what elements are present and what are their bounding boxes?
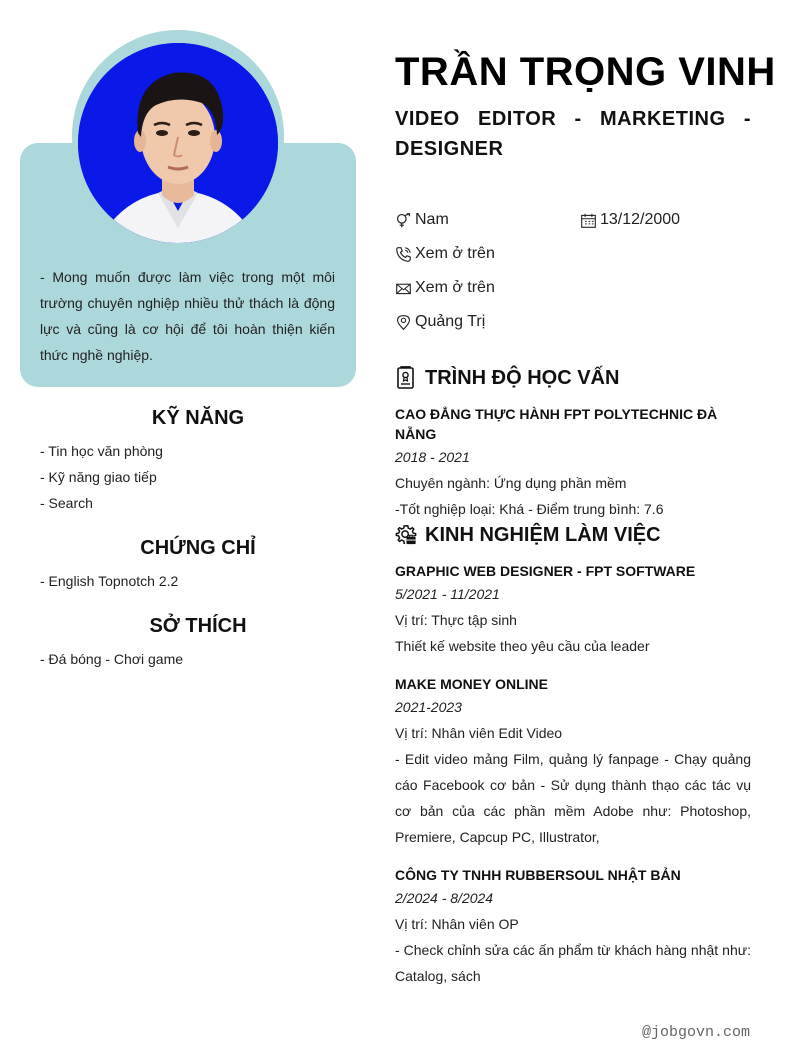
address-row <box>395 311 485 333</box>
mail-icon <box>395 280 412 297</box>
hobby-item: - Đá bóng - Chơi game <box>40 651 184 667</box>
job-position: Vị trí: Nhân viên Edit Video <box>395 725 563 741</box>
skill-item: - Tin học văn phòng <box>40 443 163 459</box>
dob-value: 13/12/2000 <box>600 211 681 228</box>
job-org: GRAPHIC WEB DESIGNER - FPT SOFTWARE <box>395 563 696 579</box>
job-period: 2021-2023 <box>395 699 462 715</box>
watermark: @jobgovn.com <box>641 1024 750 1041</box>
job-entry <box>395 561 751 659</box>
education-period: 2018 - 2021 <box>395 449 470 465</box>
email-value[interactable]: Xem ở trên <box>415 279 495 296</box>
job-description: Thiết kế website theo yêu cầu của leader <box>395 638 650 654</box>
experience-title-row <box>395 523 661 547</box>
job-description: - Edit video mảng Film, quảng lý fanpage - Chạy quảng cáo Facebook cơ bản - Sử dụng thành thạo các tác vụ cơ bản của các phần mềm Adobe như: Photoshop, Premiere, Capcup PC, Illustrator, <box>395 751 751 845</box>
education-grade: -Tốt nghiệp loại: Khá - Điểm trung bình: 7.6 <box>395 501 664 517</box>
certificates-section <box>40 537 356 594</box>
job-position: Vị trí: Nhân viên OP <box>395 916 519 932</box>
education-title-row <box>395 366 619 390</box>
portrait-photo <box>78 43 278 243</box>
phone-icon <box>395 246 412 263</box>
experience-title: KINH NGHIỆM LÀM VIỆC <box>425 523 661 546</box>
career-objective: - Mong muốn được làm việc trong một môi trường chuyên nghiệp nhiều thử thách là động lực và cũng là cơ hội để tôi hoàn thiện kiến thức nghề nghiệp. <box>40 269 335 363</box>
gear-briefcase-icon <box>395 523 417 547</box>
certificates-title: CHỨNG CHỈ <box>140 537 256 559</box>
job-entry <box>395 865 751 989</box>
job-org: CÔNG TY TNHH RUBBERSOUL NHẬT BẢN <box>395 867 681 883</box>
diploma-icon <box>395 366 417 390</box>
skill-item: - Search <box>40 495 93 511</box>
address-value: Quảng Trị <box>415 313 486 330</box>
skills-section <box>40 407 356 516</box>
hobbies-section <box>40 615 356 672</box>
gender-icon <box>395 212 412 229</box>
calendar-icon <box>580 212 597 229</box>
skills-title: KỸ NĂNG <box>151 407 245 429</box>
skill-item: - Kỹ năng giao tiếp <box>40 469 157 485</box>
certificate-item: - English Topnotch 2.2 <box>40 573 179 589</box>
phone-row <box>395 243 495 265</box>
school-name: CAO ĐẲNG THỰC HÀNH FPT POLYTECHNIC ĐÀ NẴNG <box>395 406 718 442</box>
job-description: - Check chỉnh sửa các ấn phẩm từ khách hàng nhật như: Catalog, sách <box>395 942 751 984</box>
education-entry <box>395 404 751 522</box>
hobbies-title: SỞ THÍCH <box>149 615 247 637</box>
candidate-name: TRẦN TRỌNG VINH <box>395 50 776 94</box>
education-major: Chuyên ngành: Ứng dụng phần mềm <box>395 475 627 491</box>
job-period: 2/2024 - 8/2024 <box>395 890 494 906</box>
location-pin-icon <box>395 314 412 331</box>
gender-value: Nam <box>415 211 449 228</box>
education-title: TRÌNH ĐỘ HỌC VẤN <box>425 366 620 389</box>
avatar <box>78 43 278 243</box>
job-entry <box>395 674 751 850</box>
gender-row <box>395 209 449 231</box>
job-org: MAKE MONEY ONLINE <box>395 676 548 692</box>
job-period: 5/2021 - 11/2021 <box>395 586 500 602</box>
phone-value[interactable]: Xem ở trên <box>415 245 495 262</box>
job-position: Vị trí: Thực tập sinh <box>395 612 517 628</box>
email-row <box>395 277 495 299</box>
candidate-role: VIDEO EDITOR - MARKETING - DESIGNER <box>395 108 751 160</box>
dob-row <box>580 209 680 231</box>
